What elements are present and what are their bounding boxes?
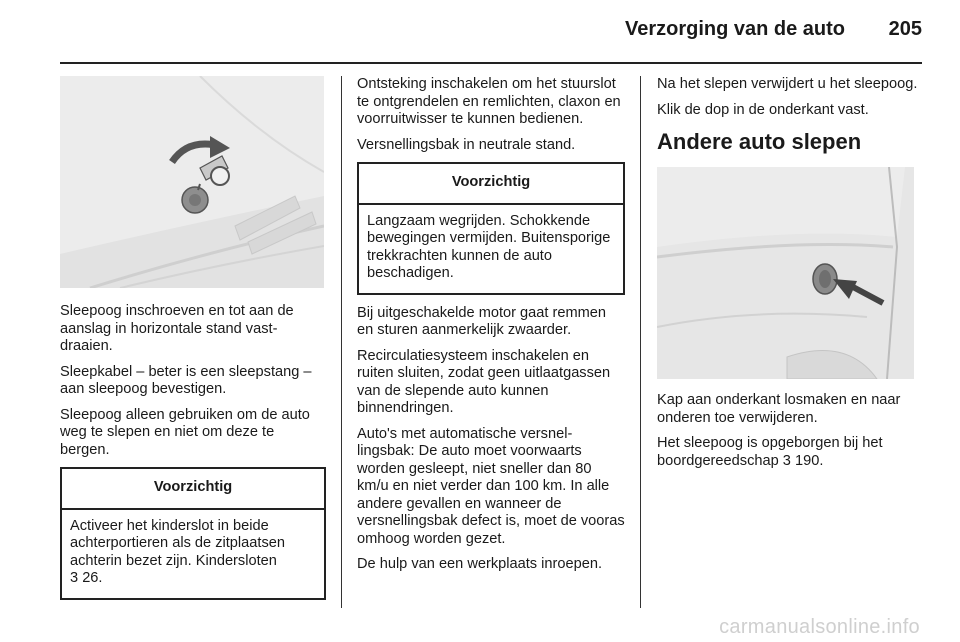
caution-text: Activeer het kinderslot in beide achterportieren als de zitplaatsen achterin bezet zijn. Kindersloten — [70, 517, 285, 569]
caution-title: Voorzichtig — [359, 164, 623, 205]
caution-title: Voorzichtig — [62, 469, 324, 510]
page-ref-triangle-icon: 3 — [782, 452, 791, 469]
column-1 — [60, 76, 324, 610]
paragraph: Bij uitgeschakelde motor gaat remmen en sturen aanmerkelijk zwaarder. — [357, 304, 607, 338]
column-divider-1 — [341, 76, 342, 608]
column-divider-2 — [640, 76, 641, 608]
paragraph: Sleepkabel – beter is een sleepstang – aan sleepoog bevestigen. — [60, 363, 312, 397]
paragraph: Na het slepen verwijdert u het sleepoog. — [657, 76, 918, 92]
paragraph: Auto's met automatische versnellingsbak: De auto moet voorwaarts worden gesleept, niet sneller dan 80 km/u en niet verder dan 100 km. In alle andere gevallen en wanneer de versnellingsbak defect is, moet de vooras omhoog worden gezet. — [357, 425, 625, 547]
page-ref-number[interactable]: 26. — [82, 570, 103, 586]
paragraph-text: Het sleepoog is opgeborgen bij het boordgereedschap — [657, 435, 883, 469]
caution-box — [60, 467, 326, 600]
caution-body: Langzaam wegrijden. Schokkende bewegingen vermijden. Buitensporige trekkrachten kunnen de auto beschadigen. — [367, 212, 611, 281]
paragraph: Sleepoog alleen gebruiken om de auto weg te slepen en niet om deze te bergen. — [60, 406, 310, 458]
paragraph: Recirculatiesysteem inschakelen en ruiten sluiten, zodat geen uitlaatgassen van de slepende auto kunnen binnendringen. — [357, 347, 611, 416]
paragraph: Sleepoog inschroeven en tot aan de aanslag in horizontale stand vastdraaien. — [60, 303, 294, 354]
caution-box — [357, 162, 625, 295]
page-ref-number[interactable]: 190. — [794, 452, 824, 469]
paragraph: Klik de dop in de onderkant vast. — [657, 101, 869, 118]
paragraph: De hulp van een werkplaats inroepen. — [357, 556, 603, 572]
page-header-title: Verzorging van de auto — [624, 18, 845, 40]
towing-eye-screw-in-illustration — [60, 76, 324, 288]
header-rule — [60, 62, 922, 64]
caution-body — [62, 510, 324, 598]
page-number: 205 — [888, 18, 922, 40]
watermark: carmanualsonline.info — [719, 616, 920, 638]
section-heading: Andere auto slepen — [657, 129, 862, 154]
column-2 — [357, 76, 625, 582]
paragraph: Kap aan onderkant losmaken en naar onderen toe verwijderen. — [657, 392, 901, 426]
rear-towing-cover-illustration — [657, 167, 914, 379]
column-3 — [657, 76, 921, 478]
paragraph: Ontsteking inschakelen om het stuurslot te ontgrendelen en remlichten, claxon en voorruitwisser te kunnen bedienen. — [357, 76, 621, 127]
paragraph — [657, 435, 921, 470]
page-ref-triangle-icon: 3 — [70, 570, 79, 586]
paragraph: Versnellingsbak in neutrale stand. — [357, 136, 576, 153]
